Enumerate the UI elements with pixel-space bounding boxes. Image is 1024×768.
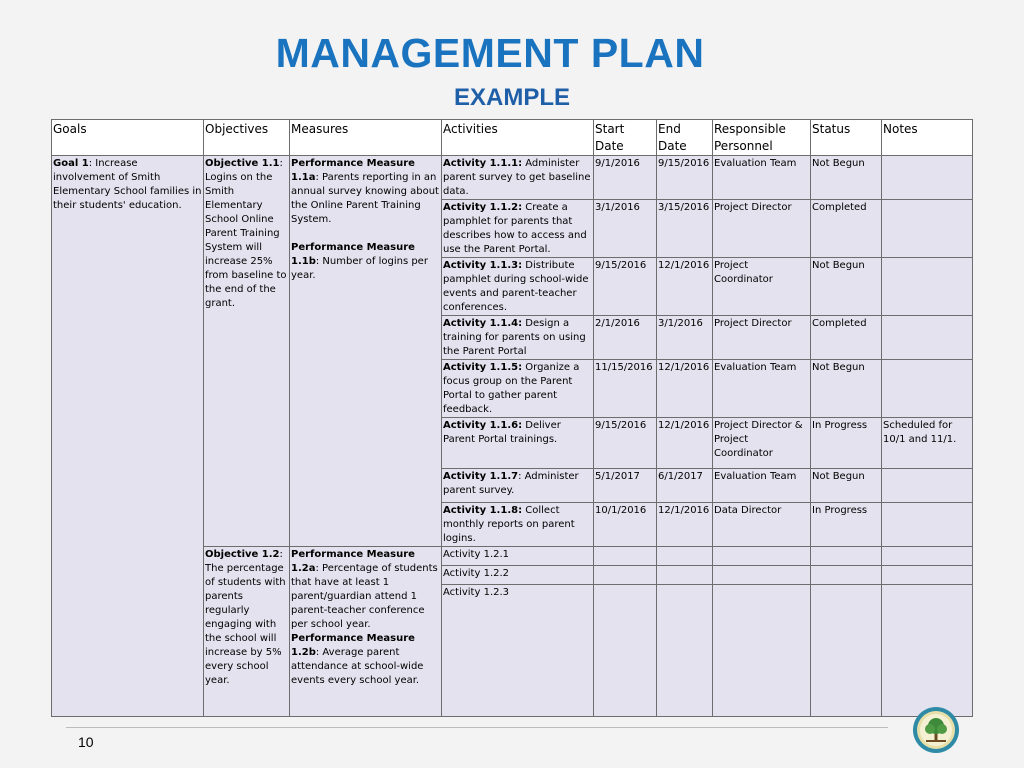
activity-cell [442,360,594,418]
goal-text: : Increase involvement of Smith Elementary School families in their students' education. [53,158,202,211]
end-date-cell: 12/1/2016 [657,360,713,418]
header-row [52,120,973,156]
start-date-cell: 11/15/2016 [594,360,657,418]
activity-text: Deliver Parent Portal trainings. [443,420,561,445]
start-date-cell: 9/15/2016 [594,418,657,469]
measure-text: : Percentage of students that have at least 1 parent/guardian attend 1 parent-teacher conference per school year. [291,563,438,630]
header-objectives: Objectives [204,120,290,156]
table-row [52,156,973,200]
start-date-cell: 10/1/2016 [594,503,657,547]
measure-text: : Parents reporting in an annual survey knowing about the Online Parent Training System. [291,172,439,225]
activity-text: Collect monthly reports on parent logins. [443,505,575,544]
notes-cell [882,503,973,547]
personnel-cell: Project Director [713,316,811,360]
notes-cell [882,585,973,717]
header-notes: Notes [882,120,973,156]
activity-text: Administer parent survey to get baseline data. [443,158,591,197]
notes-cell [882,200,973,258]
notes-cell [882,156,973,200]
activity-label: Activity 1.1.3: [443,260,523,271]
status-cell: In Progress [811,503,882,547]
start-date-cell [594,547,657,566]
activity-cell [442,316,594,360]
personnel-cell: Evaluation Team [713,360,811,418]
activity-text: Organize a focus group on the Parent Portal to gather parent feedback. [443,362,580,415]
header-responsible-personnel: Responsible Personnel [713,120,811,156]
measure-text: : Number of logins per year. [291,256,428,281]
measure-cell [290,547,442,717]
status-cell [811,547,882,566]
activity-label: Activity 1.1.6: [443,420,523,431]
measure-cell [290,156,442,547]
activity-cell [442,200,594,258]
personnel-cell: Project Director [713,200,811,258]
notes-cell [882,360,973,418]
activity-label: Activity 1.1.1: [443,158,523,169]
page-number: 10 [78,734,94,750]
objective-label: Objective 1.2 [205,549,280,560]
slide-title: MANAGEMENT PLAN [275,30,705,76]
objective-cell [204,156,290,547]
personnel-cell: Project Coordinator [713,258,811,316]
personnel-cell: Evaluation Team [713,469,811,503]
status-cell: Completed [811,316,882,360]
header-activities: Activities [442,120,594,156]
activity-label: Activity 1.1.5: [443,362,523,373]
activity-label: Activity 1.1.8: [443,505,523,516]
notes-cell [882,316,973,360]
activity-cell [442,258,594,316]
activity-cell: Activity 1.2.2 [442,566,594,585]
activity-cell [442,418,594,469]
status-cell: In Progress [811,418,882,469]
goal-cell [52,156,204,717]
objective-text: : Logins on the Smith Elementary School Online Parent Training System will increase 25% from baseline to the end of the grant. [205,158,287,309]
end-date-cell [657,566,713,585]
personnel-cell [713,547,811,566]
personnel-cell: Evaluation Team [713,156,811,200]
header-measures: Measures [290,120,442,156]
measure-label: Performance Measure 1.1a [291,158,415,183]
objective-cell [204,547,290,717]
activity-text: Distribute pamphlet during school-wide events and parent-teacher conferences. [443,260,589,313]
activity-text: Design a training for parents on using the Parent Portal [443,318,586,357]
objective-label: Objective 1.1 [205,158,280,169]
header-start-date: Start Date [594,120,657,156]
activity-cell [442,503,594,547]
slide-subtitle: EXAMPLE [453,84,570,111]
end-date-cell: 12/1/2016 [657,258,713,316]
status-cell [811,566,882,585]
activity-cell: Activity 1.2.1 [442,547,594,566]
end-date-cell: 3/1/2016 [657,316,713,360]
footer-divider [66,727,888,728]
status-cell: Not Begun [811,469,882,503]
goal-label: Goal 1 [53,158,89,169]
end-date-cell: 12/1/2016 [657,503,713,547]
activity-cell [442,156,594,200]
notes-cell: Scheduled for 10/1 and 11/1. [882,418,973,469]
measure-text: : Average parent attendance at school-wide events every school year. [291,647,424,686]
status-cell: Not Begun [811,258,882,316]
status-cell: Not Begun [811,360,882,418]
department-seal-icon [912,706,960,754]
notes-cell [882,469,973,503]
measure-label: Performance Measure 1.1b [291,242,415,267]
notes-cell [882,258,973,316]
personnel-cell [713,585,811,717]
notes-cell [882,566,973,585]
measure-label: Performance Measure 1.2b [291,633,415,658]
activity-cell: Activity 1.2.3 [442,585,594,717]
header-end-date: End Date [657,120,713,156]
activity-text: Create a pamphlet for parents that describes how to access and use the Parent Portal. [443,202,587,255]
status-cell: Not Begun [811,156,882,200]
end-date-cell [657,585,713,717]
activity-label: Activity 1.1.4: [443,318,523,329]
start-date-cell: 3/1/2016 [594,200,657,258]
end-date-cell: 12/1/2016 [657,418,713,469]
personnel-cell: Project Director & Project Coordinator [713,418,811,469]
activity-text: : Administer parent survey. [443,471,579,496]
start-date-cell: 9/15/2016 [594,258,657,316]
status-cell [811,585,882,717]
start-date-cell: 2/1/2016 [594,316,657,360]
header-goals: Goals [52,120,204,156]
notes-cell [882,547,973,566]
start-date-cell [594,566,657,585]
activity-cell [442,469,594,503]
end-date-cell [657,547,713,566]
activity-label: Activity 1.1.2: [443,202,523,213]
end-date-cell: 9/15/2016 [657,156,713,200]
status-cell: Completed [811,200,882,258]
personnel-cell: Data Director [713,503,811,547]
objective-text: : The percentage of students with parents regularly engaging with the school will increase by 5% every school year. [205,549,286,686]
end-date-cell: 6/1/2017 [657,469,713,503]
measure-label: Performance Measure 1.2a [291,549,415,574]
management-plan-table [51,119,973,717]
start-date-cell: 9/1/2016 [594,156,657,200]
end-date-cell: 3/15/2016 [657,200,713,258]
start-date-cell: 5/1/2017 [594,469,657,503]
activity-label: Activity 1.1.7 [443,471,519,482]
personnel-cell [713,566,811,585]
start-date-cell [594,585,657,717]
header-status: Status [811,120,882,156]
